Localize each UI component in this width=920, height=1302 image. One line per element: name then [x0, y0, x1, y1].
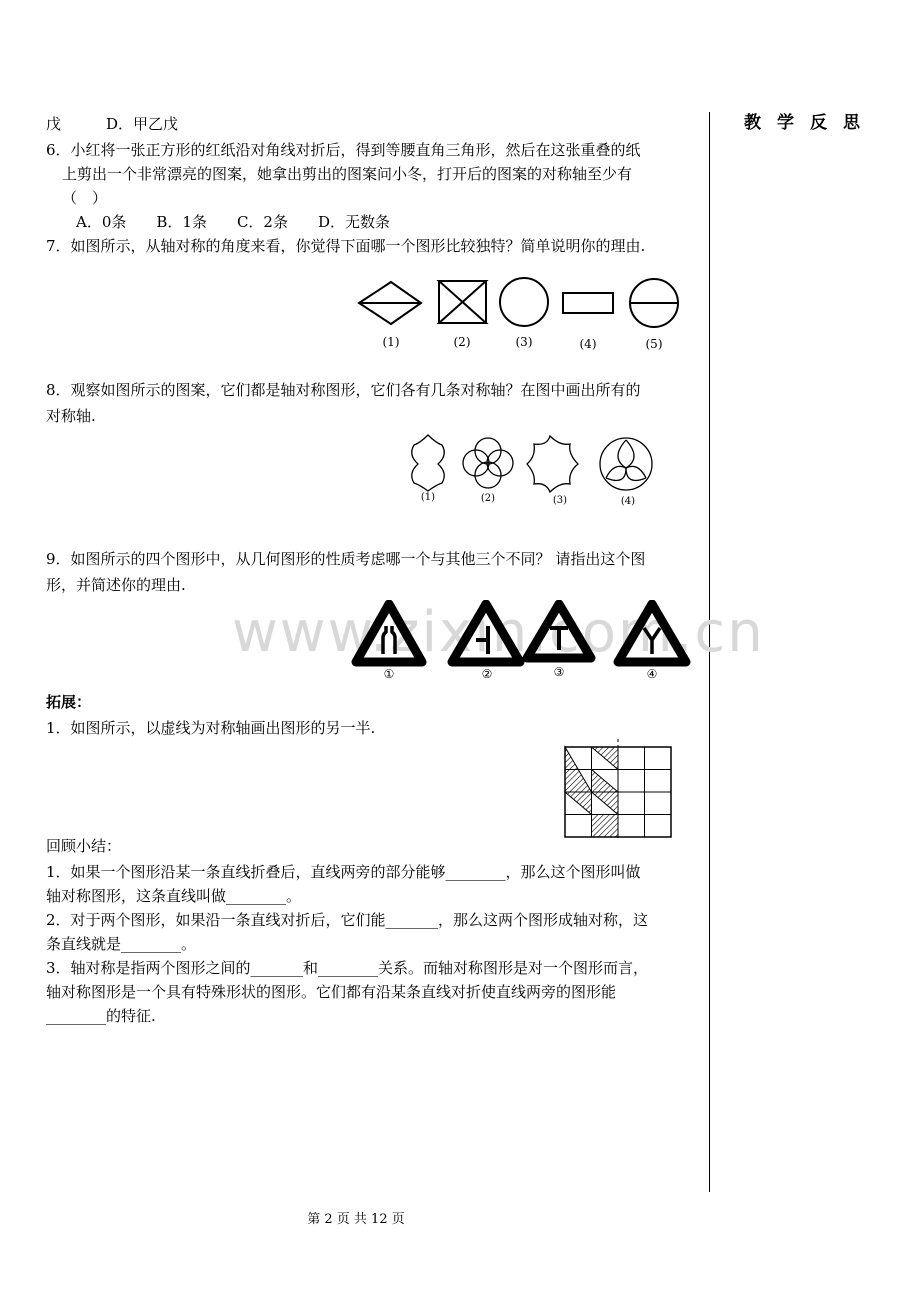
- fig7-label-2: (2): [453, 335, 471, 349]
- fig9-label-1: ①: [383, 667, 395, 681]
- question-8-line-2: 对称轴.: [46, 407, 96, 425]
- question-6-options: A．0条 B．1条 C．2条 D．无数条: [76, 213, 390, 231]
- question-6-line-2: 上剪出一个非常漂亮的图案，她拿出剪出的图案问小冬，打开后的图案的对称轴至少有: [62, 165, 633, 183]
- review-1-line-1: 1．如果一个图形沿某一条直线折叠后，直线两旁的部分能够________，那么这个图形叫做: [46, 863, 641, 881]
- text-line-option-d: 戊 D．甲乙戊: [46, 115, 179, 133]
- fig7-shape-5: [630, 279, 678, 327]
- fig9-sign-1: [356, 604, 422, 662]
- fig8-label-4: (4): [620, 496, 636, 507]
- fig9-sign-4: [618, 604, 686, 662]
- fig7-shape-2: [439, 281, 486, 323]
- fig8-label-3: (3): [552, 495, 568, 506]
- fig7-shape-1: [359, 282, 421, 324]
- fig8-label-2: (2): [480, 493, 496, 504]
- fig9-label-4: ④: [646, 667, 658, 681]
- question-7: 7．如图所示，从轴对称的角度来看，你觉得下面哪一个图形比较独特？简单说明你的理由.: [46, 237, 646, 255]
- fig7-label-1: (1): [382, 335, 400, 349]
- question-8-line-1: 8．观察如图所示的图案，它们都是轴对称图形，它们各有几条对称轴？在图中画出所有的: [46, 381, 641, 399]
- watermark-text: www.zixin.com.cn: [232, 600, 765, 665]
- review-2-line-1: 2．对于两个图形，如果沿一条直线对折后，它们能_______，那么这两个图形成轴对称，这: [46, 911, 649, 929]
- review-1-line-2: 轴对称图形，这条直线叫做________。: [46, 887, 302, 905]
- sidebar-title: 教学反思: [744, 113, 876, 133]
- review-3-line-2: 轴对称图形是一个具有特殊形状的图形。它们都有沿某条直线对折使直线两旁的图形能: [46, 983, 617, 1001]
- review-3-line-1: 3．轴对称是指两个图形之间的_______和________关系。而轴对称图形是对一个图形而言，: [46, 959, 649, 977]
- fig8-shape-2: [463, 438, 513, 488]
- fig9-sign-3: [527, 604, 591, 658]
- review-3-line-3: ________的特征.: [46, 1007, 156, 1025]
- fig7-shape-3: [500, 278, 548, 326]
- review-2-line-2: 条直线就是________。: [46, 935, 197, 953]
- fig7-label-5: (5): [645, 337, 663, 351]
- figure-9: [350, 600, 695, 682]
- fig8-shape-1: [412, 435, 445, 491]
- extension-heading: 拓展：: [46, 693, 92, 711]
- fig7-label-3: (3): [515, 335, 533, 349]
- fig8-label-1: (1): [420, 492, 436, 503]
- review-heading: 回顾小结：: [46, 837, 122, 855]
- fig7-label-4: (4): [579, 337, 597, 351]
- question-6-line-1: 6．小红将一张正方形的红纸沿对角线对折后，得到等腰直角三角形，然后在这张重叠的纸: [46, 141, 641, 159]
- question-6-paren: （ ）: [62, 189, 108, 207]
- fig9-sign-2: [452, 604, 520, 662]
- extension-grid-figure: [562, 737, 674, 843]
- fig7-shape-4: [563, 293, 613, 313]
- question-9-line-1: 9．如图所示的四个图形中，从几何图形的性质考虑哪一个与其他三个不同？ 请指出这个图: [46, 550, 646, 568]
- question-9-line-2: 形，并简述你的理由.: [46, 576, 186, 594]
- fig8-shape-4: [600, 438, 652, 490]
- figure-8: [400, 428, 665, 508]
- figure-7: [355, 272, 690, 356]
- fig9-label-3: ③: [553, 665, 565, 679]
- fig8-shape-3: [527, 436, 578, 492]
- page-footer: 第 2 页 共 12 页: [307, 1212, 405, 1227]
- extension-question-1: 1．如图所示，以虚线为对称轴画出图形的另一半.: [46, 719, 376, 737]
- fig9-label-2: ②: [481, 667, 493, 681]
